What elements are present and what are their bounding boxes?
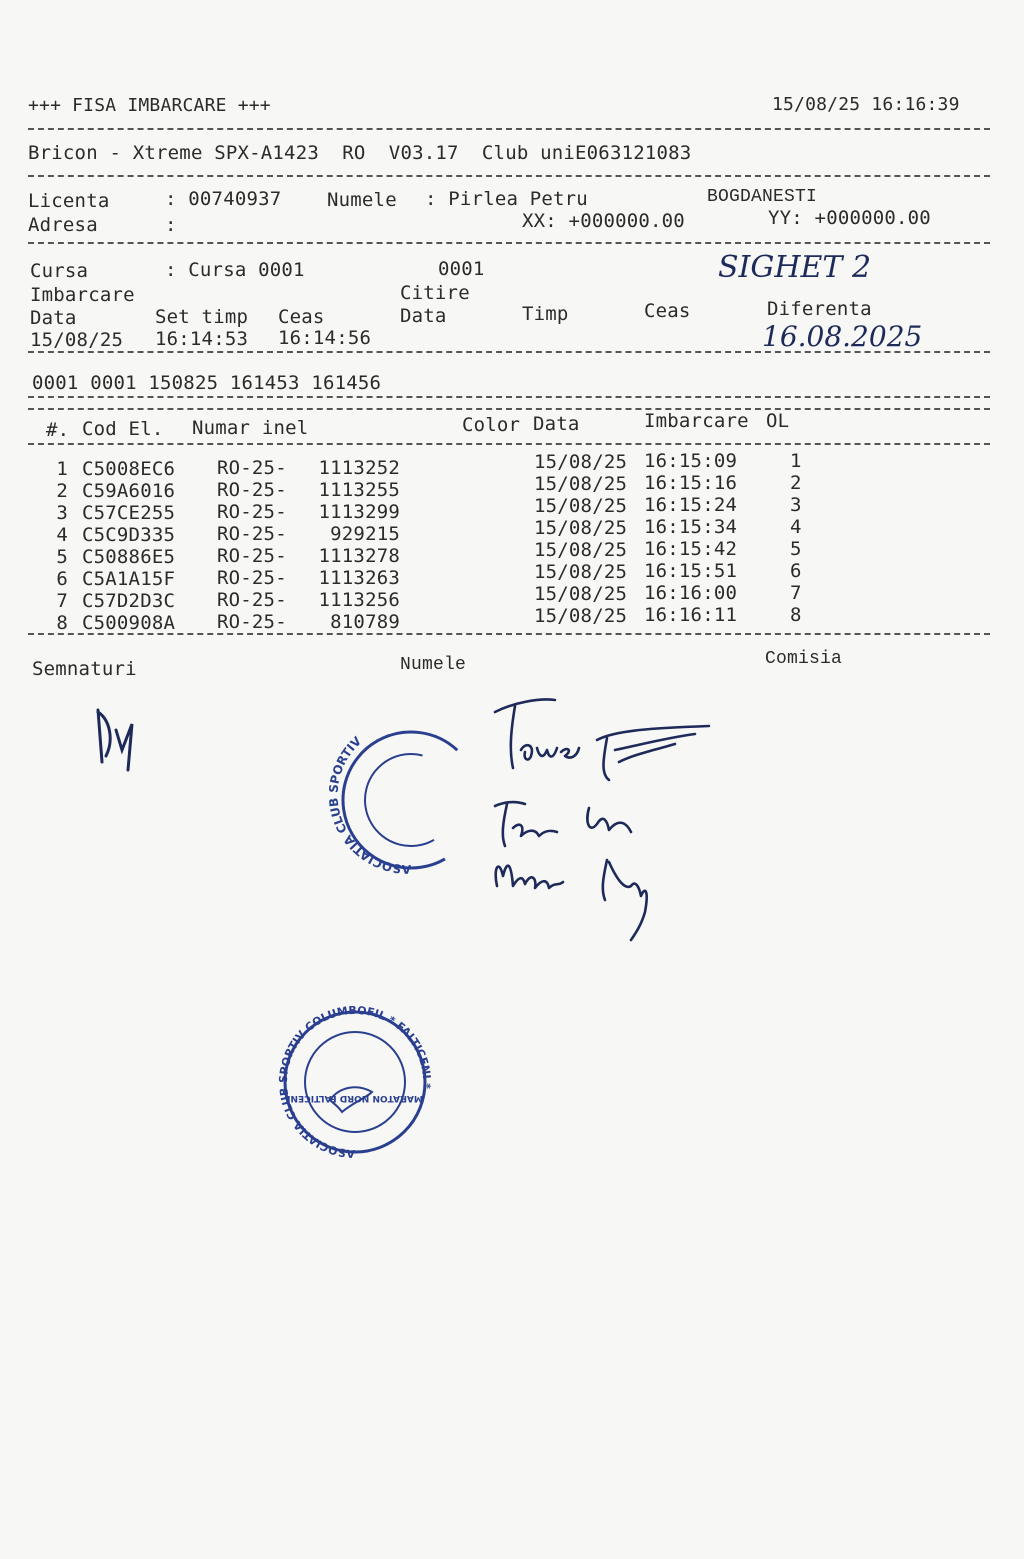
cell-inel: 1113299 xyxy=(318,501,400,523)
cell-data: 15/08/25 xyxy=(534,561,628,583)
cell-prefix: RO-25- xyxy=(217,479,287,501)
cell-n: 3 xyxy=(56,502,68,524)
cell-cod: C59A6016 xyxy=(82,480,176,502)
cursa-value: : Cursa 0001 xyxy=(165,259,305,281)
numele-label: Numele xyxy=(327,189,397,211)
cell-prefix: RO-25- xyxy=(217,545,287,567)
cell-cod: C500908A xyxy=(82,612,176,634)
divider xyxy=(28,128,990,130)
divider xyxy=(28,175,990,177)
cell-prefix: RO-25- xyxy=(217,589,287,611)
owner-signature xyxy=(88,700,148,780)
cell-prefix: RO-25- xyxy=(217,523,287,545)
ceas-label: Ceas xyxy=(278,306,325,328)
citire-data-label: Data xyxy=(400,305,447,327)
cell-data: 15/08/25 xyxy=(534,605,628,627)
adresa-label: Adresa xyxy=(28,214,98,236)
divider xyxy=(28,396,990,398)
cell-time: 16:15:34 xyxy=(644,516,738,538)
cell-prefix: RO-25- xyxy=(217,611,287,633)
cell-n: 2 xyxy=(56,480,68,502)
cell-ol: 1 xyxy=(790,450,802,472)
cursa-label: Cursa xyxy=(30,260,89,282)
set-timp-value: 16:14:53 xyxy=(155,328,249,350)
svg-text:ASOCIATIA CLUB SPORTIV COLUMBO xyxy=(277,1004,433,1160)
ceas-value: 16:14:56 xyxy=(278,327,372,349)
numele-footer-label: Numele xyxy=(400,655,467,675)
commission-signatures xyxy=(485,690,725,950)
cell-prefix: RO-25- xyxy=(217,457,287,479)
document-title: +++ FISA IMBARCARE +++ xyxy=(28,95,271,116)
ceas2-label: Ceas xyxy=(644,300,691,322)
handwritten-place: SIGHET 2 xyxy=(718,250,872,285)
small-stamp xyxy=(326,720,486,880)
yy-coordinate: YY: +000000.00 xyxy=(768,207,931,229)
cell-ol: 4 xyxy=(790,516,802,538)
timp-label: Timp xyxy=(522,303,569,325)
cursa-code: 0001 xyxy=(438,258,485,280)
col-header-cod: Cod El. xyxy=(82,418,164,440)
cell-cod: C5C9D335 xyxy=(82,524,176,546)
cell-ol: 2 xyxy=(790,472,802,494)
semnaturi-label: Semnaturi xyxy=(32,658,137,680)
cell-data: 15/08/25 xyxy=(534,539,628,561)
imbarcare-label: Imbarcare xyxy=(30,284,135,306)
cell-data: 15/08/25 xyxy=(534,451,628,473)
cell-ol: 8 xyxy=(790,604,802,626)
licenta-label: Licenta xyxy=(28,190,110,212)
cell-time: 16:16:11 xyxy=(644,604,738,626)
diferenta-label: Diferenta xyxy=(767,298,872,320)
col-header-inel: Numar inel xyxy=(192,417,309,439)
comisia-label: Comisia xyxy=(765,649,843,669)
cell-n: 8 xyxy=(56,612,68,634)
cell-cod: C50886E5 xyxy=(82,546,176,568)
cell-cod: C5A1A15F xyxy=(82,568,176,590)
cell-inel: 1113252 xyxy=(318,457,400,479)
citire-label: Citire xyxy=(400,282,470,304)
col-header-color: Color xyxy=(462,414,521,436)
cell-time: 16:15:09 xyxy=(644,450,738,472)
print-datetime: 15/08/25 16:16:39 xyxy=(772,94,960,115)
large-stamp-ring-text: ASOCIATIA CLUB SPORTIV COLUMBOFIL * FALTICENI * xyxy=(276,1003,434,1161)
locality: BOGDANESTI xyxy=(707,187,818,207)
cell-data: 15/08/25 xyxy=(534,495,628,517)
cell-n: 6 xyxy=(56,568,68,590)
cell-time: 16:16:00 xyxy=(644,582,738,604)
cell-inel: 1113255 xyxy=(318,479,400,501)
cell-ol: 5 xyxy=(790,538,802,560)
numele-value: : Pirlea Petru xyxy=(425,188,588,210)
col-header-data: Data xyxy=(533,413,580,435)
cell-time: 16:15:16 xyxy=(644,472,738,494)
cell-n: 1 xyxy=(56,458,68,480)
cell-ol: 6 xyxy=(790,560,802,582)
col-header-num: #. xyxy=(46,419,70,441)
cell-inel: 929215 xyxy=(330,523,400,545)
cell-inel: 1113278 xyxy=(318,545,400,567)
licenta-value: : 00740937 xyxy=(165,188,282,210)
large-stamp xyxy=(276,1000,434,1161)
divider xyxy=(28,443,990,445)
cell-ol: 3 xyxy=(790,494,802,516)
adresa-value: : xyxy=(165,214,177,236)
cell-n: 7 xyxy=(56,590,68,612)
large-stamp-center-text: MARATON NORD FALTICENI xyxy=(287,1093,423,1103)
cell-ol: 7 xyxy=(790,582,802,604)
data-label: Data xyxy=(30,307,77,329)
cell-data: 15/08/25 xyxy=(534,583,628,605)
code-line: 0001 0001 150825 161453 161456 xyxy=(32,372,382,394)
set-timp-label: Set timp xyxy=(155,306,249,328)
divider xyxy=(28,242,990,244)
divider xyxy=(28,408,990,410)
cell-prefix: RO-25- xyxy=(217,567,287,589)
divider xyxy=(28,633,990,635)
cell-time: 16:15:24 xyxy=(644,494,738,516)
cell-cod: C5008EC6 xyxy=(82,458,176,480)
cell-time: 16:15:51 xyxy=(644,560,738,582)
divider xyxy=(28,351,990,353)
xx-coordinate: XX: +000000.00 xyxy=(522,210,685,232)
cell-n: 5 xyxy=(56,546,68,568)
col-header-imbarcare: Imbarcare xyxy=(644,410,749,432)
cell-cod: C57D2D3C xyxy=(82,590,176,612)
cell-inel: 810789 xyxy=(330,611,400,633)
small-stamp-text: ASOCIATIA CLUB SPORTIV xyxy=(326,733,412,877)
cell-inel: 1113263 xyxy=(318,567,400,589)
cell-data: 15/08/25 xyxy=(534,517,628,539)
col-header-ol: OL xyxy=(766,410,790,432)
cell-prefix: RO-25- xyxy=(217,501,287,523)
cell-time: 16:15:42 xyxy=(644,538,738,560)
cell-data: 15/08/25 xyxy=(534,473,628,495)
handwritten-date: 16.08.2025 xyxy=(762,320,923,353)
cell-inel: 1113256 xyxy=(318,589,400,611)
cell-cod: C57CE255 xyxy=(82,502,176,524)
cell-n: 4 xyxy=(56,524,68,546)
data-value: 15/08/25 xyxy=(30,329,124,351)
device-line: Bricon - Xtreme SPX-A1423 RO V03.17 Club uniE063121083 xyxy=(28,142,692,164)
